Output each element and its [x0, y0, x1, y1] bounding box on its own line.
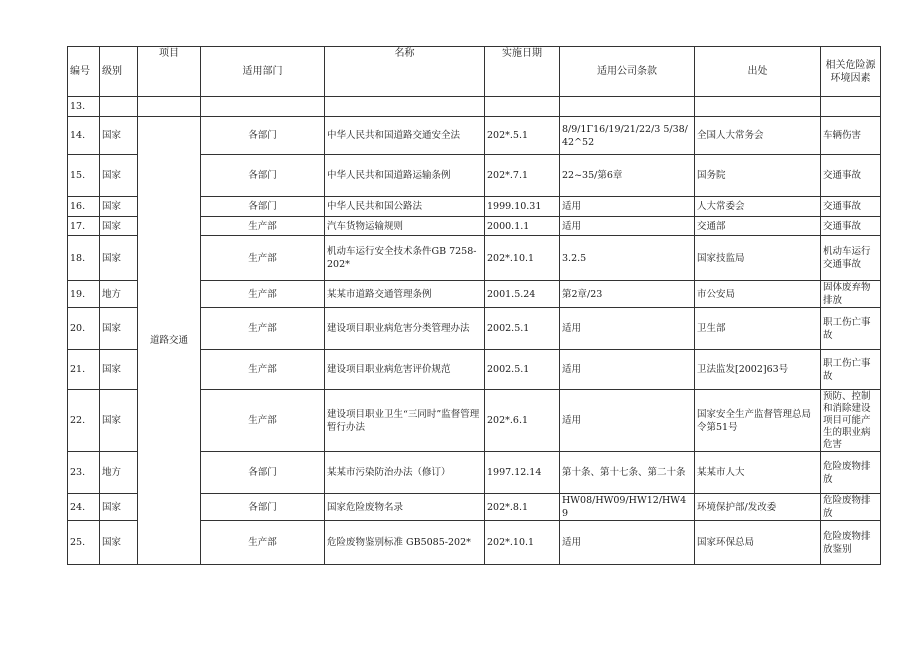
cell-name: 国家危险废物名录	[325, 494, 485, 521]
cell-name: 某某市道路交通管理条例	[325, 281, 485, 308]
cell-factor: 职工伤亡事故	[821, 350, 881, 390]
cell-factor: 交通事故	[821, 155, 881, 197]
cell-level: 国家	[100, 494, 138, 521]
cell-date: 2002.5.1	[485, 350, 560, 390]
cell-level: 国家	[100, 236, 138, 281]
cell-source: 卫法监发[2002]63号	[695, 350, 821, 390]
cell-clause: 适用	[560, 350, 695, 390]
header-date: 实施日期	[485, 47, 560, 97]
cell-name: 危险废物鉴别标准 GB5085-202*	[325, 521, 485, 565]
cell-no: 19.	[68, 281, 100, 308]
cell-clause: 第十条、第十七条、第二十条	[560, 452, 695, 494]
cell-name: 建设项目职业病危害分类管理办法	[325, 308, 485, 350]
cell-source: 卫生部	[695, 308, 821, 350]
cell-dept: 生产部	[201, 308, 325, 350]
cell-factor: 交通事故	[821, 197, 881, 217]
header-factor: 相关危险源环境因素	[821, 47, 881, 97]
cell-date: 2000.1.1	[485, 217, 560, 236]
cell-date: 202*.10.1	[485, 236, 560, 281]
cell-source: 环境保护部/发改委	[695, 494, 821, 521]
cell-no: 22.	[68, 390, 100, 452]
cell-date: 202*.5.1	[485, 117, 560, 155]
header-project: 项目	[138, 47, 201, 97]
cell-dept: 生产部	[201, 281, 325, 308]
cell-name: 汽车货物运输规则	[325, 217, 485, 236]
cell-dept: 各部门	[201, 197, 325, 217]
cell-project-group: 道路交通	[138, 117, 201, 565]
cell-date: 2001.5.24	[485, 281, 560, 308]
cell-no: 18.	[68, 236, 100, 281]
cell-level: 国家	[100, 350, 138, 390]
cell-date: 1997.12.14	[485, 452, 560, 494]
cell-date: 202*.6.1	[485, 390, 560, 452]
cell-source: 国家安全生产监督管理总局令第51号	[695, 390, 821, 452]
cell-dept: 生产部	[201, 350, 325, 390]
cell-level: 国家	[100, 308, 138, 350]
cell-no: 25.	[68, 521, 100, 565]
cell-name	[325, 97, 485, 117]
cell-dept: 生产部	[201, 521, 325, 565]
header-source: 出处	[695, 47, 821, 97]
cell-name: 中华人民共和国道路交通安全法	[325, 117, 485, 155]
cell-factor: 职工伤亡事故	[821, 308, 881, 350]
cell-factor	[821, 97, 881, 117]
cell-factor: 交通事故	[821, 217, 881, 236]
cell-dept: 各部门	[201, 117, 325, 155]
cell-no: 23.	[68, 452, 100, 494]
cell-name: 建设项目职业卫生“三同时”监督管理暂行办法	[325, 390, 485, 452]
cell-clause: 22~35/第6章	[560, 155, 695, 197]
cell-no: 24.	[68, 494, 100, 521]
cell-clause: 8/9/1Γ16/19/21/22/3 5/38/42^52	[560, 117, 695, 155]
cell-name: 中华人民共和国公路法	[325, 197, 485, 217]
cell-level: 国家	[100, 217, 138, 236]
header-level: 级别	[100, 47, 138, 97]
cell-dept: 生产部	[201, 236, 325, 281]
cell-factor: 固体废弃物排放	[821, 281, 881, 308]
cell-date	[485, 97, 560, 117]
cell-level: 国家	[100, 521, 138, 565]
cell-no: 14.	[68, 117, 100, 155]
cell-source	[695, 97, 821, 117]
cell-name: 中华人民共和国道路运输条例	[325, 155, 485, 197]
cell-clause: 适用	[560, 217, 695, 236]
cell-dept: 生产部	[201, 217, 325, 236]
cell-source: 市公安局	[695, 281, 821, 308]
cell-date: 202*.10.1	[485, 521, 560, 565]
cell-no: 16.	[68, 197, 100, 217]
cell-no: 21.	[68, 350, 100, 390]
cell-clause: 第2章/23	[560, 281, 695, 308]
cell-dept: 生产部	[201, 390, 325, 452]
cell-source: 国家技监局	[695, 236, 821, 281]
cell-factor: 危险废物排放	[821, 494, 881, 521]
cell-date: 1999.10.31	[485, 197, 560, 217]
cell-dept	[201, 97, 325, 117]
cell-dept: 各部门	[201, 155, 325, 197]
regulations-table	[67, 46, 881, 565]
cell-clause: 适用	[560, 308, 695, 350]
cell-source: 国务院	[695, 155, 821, 197]
cell-date: 202*.7.1	[485, 155, 560, 197]
table-row	[68, 117, 881, 155]
header-clause: 适用公司条款	[560, 47, 695, 97]
cell-no: 17.	[68, 217, 100, 236]
cell-no: 20.	[68, 308, 100, 350]
cell-dept: 各部门	[201, 494, 325, 521]
cell-clause	[560, 97, 695, 117]
header-row	[68, 47, 881, 97]
cell-date: 202*.8.1	[485, 494, 560, 521]
cell-clause: 适用	[560, 390, 695, 452]
cell-level: 地方	[100, 452, 138, 494]
cell-clause: HW08/HW09/HW12/HW49	[560, 494, 695, 521]
cell-factor: 危险废物排放	[821, 452, 881, 494]
cell-name: 机动车运行安全技术条件GB 7258-202*	[325, 236, 485, 281]
cell-date: 2002.5.1	[485, 308, 560, 350]
cell-clause: 适用	[560, 197, 695, 217]
cell-factor: 机动车运行交通事故	[821, 236, 881, 281]
header-name: 名称	[325, 47, 485, 97]
cell-level: 国家	[100, 155, 138, 197]
header-dept: 适用部门	[201, 47, 325, 97]
cell-source: 交通部	[695, 217, 821, 236]
cell-level: 国家	[100, 197, 138, 217]
cell-source: 国家环保总局	[695, 521, 821, 565]
cell-level: 国家	[100, 117, 138, 155]
cell-name: 建设项目职业病危害评价规范	[325, 350, 485, 390]
cell-level	[100, 97, 138, 117]
cell-level: 国家	[100, 390, 138, 452]
cell-clause: 3.2.5	[560, 236, 695, 281]
cell-level: 地方	[100, 281, 138, 308]
cell-no: 13.	[68, 97, 100, 117]
cell-clause: 适用	[560, 521, 695, 565]
cell-source: 某某市人大	[695, 452, 821, 494]
table-row	[68, 97, 881, 117]
cell-factor: 危险废物排放鉴别	[821, 521, 881, 565]
cell-no: 15.	[68, 155, 100, 197]
cell-source: 人大常委会	[695, 197, 821, 217]
cell-name: 某某市污染防治办法（修订）	[325, 452, 485, 494]
cell-source: 全国人大常务会	[695, 117, 821, 155]
cell-factor: 预防、控制和消除建设项目可能产生的职业病危害	[821, 390, 881, 452]
cell-project	[138, 97, 201, 117]
header-no: 编号	[68, 47, 100, 97]
cell-factor: 车辆伤害	[821, 117, 881, 155]
cell-dept: 各部门	[201, 452, 325, 494]
